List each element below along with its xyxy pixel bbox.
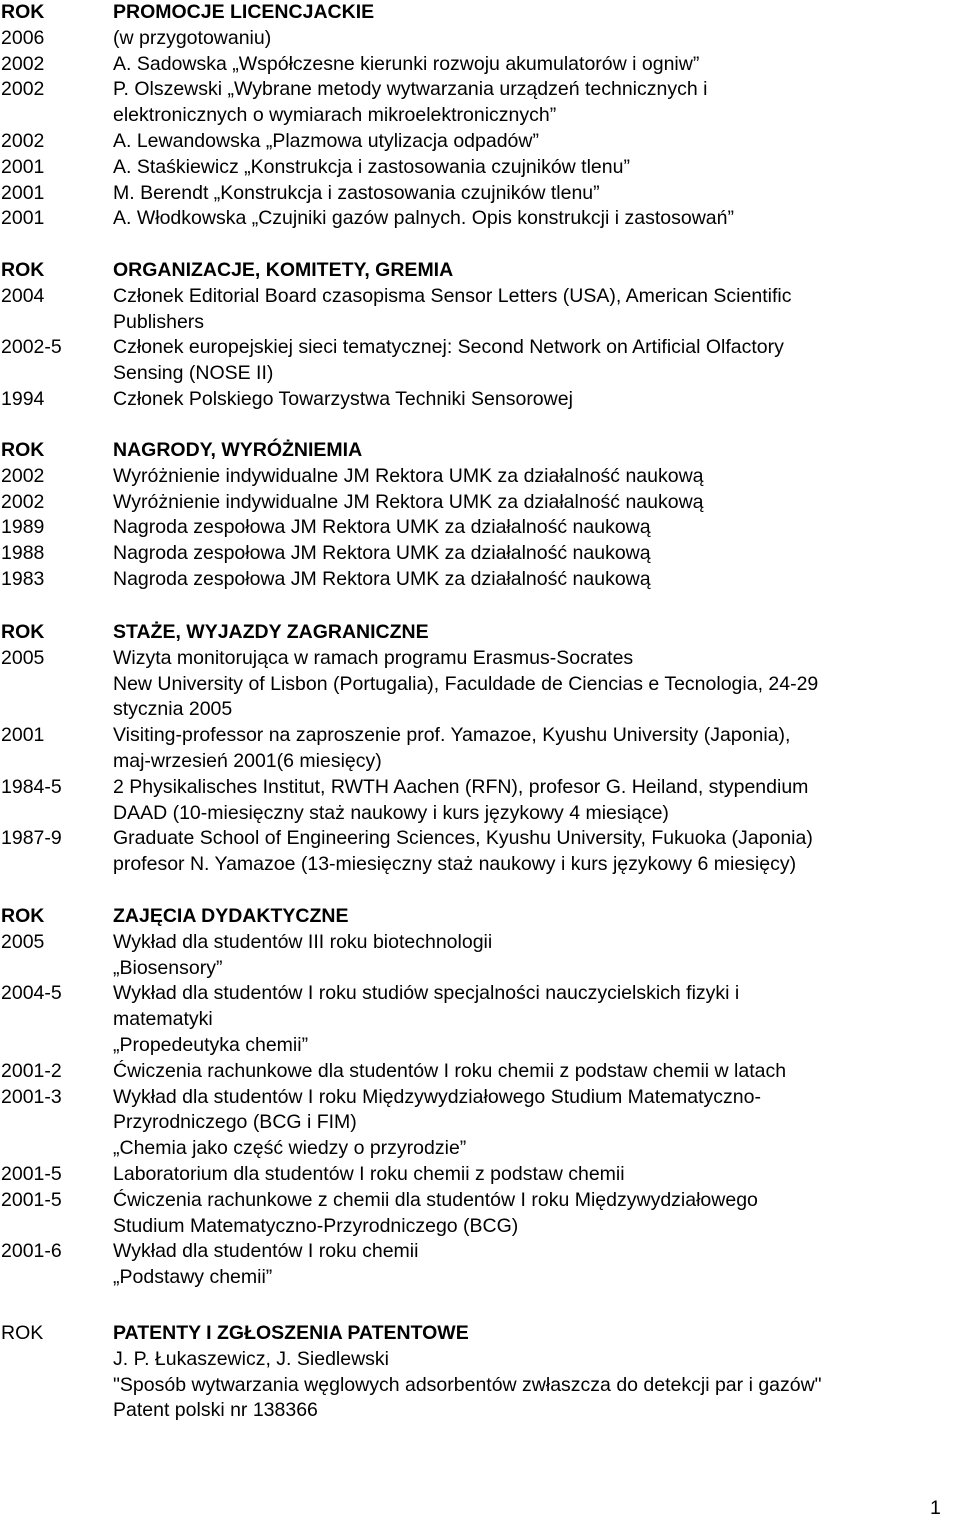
page-number: 1 [930,1497,941,1519]
section-promocje [0,0,960,232]
entry-text: Patent polski nr 138366 [113,1399,318,1422]
entry-text: "Sposób wytwarzania węglowych adsorbentów zwłaszcza do detekcji par i gazów" [113,1373,822,1396]
entry-year: 2002 [1,78,45,101]
entry-year: 1994 [1,387,45,410]
entry-continuation [0,801,960,827]
heading-year-label: ROK [1,1,45,23]
entry-row [0,26,960,52]
entry-text: DAAD (10-miesięczny staż naukowy i kurs językowy 4 miesiące) [113,801,669,824]
section-heading [0,620,960,646]
entry-text: Nagroda zespołowa JM Rektora UMK za działalność naukową [113,567,651,590]
entry-text: Wykład dla studentów I roku Międzywydziałowego Studium Matematyczno- [113,1085,761,1108]
entry-year: 2002 [1,464,45,487]
entry-row [0,1162,960,1188]
entry-row [0,181,960,207]
heading-title: STAŻE, WYJAZDY ZAGRANICZNE [113,621,429,643]
entry-row [0,206,960,232]
heading-title: ZAJĘCIA DYDAKTYCZNE [113,905,349,927]
entry-year: 2002 [1,490,45,513]
entry-row [0,387,960,413]
entry-text: Graduate School of Engineering Sciences, Kyushu University, Fukuoka (Japonia) [113,827,813,850]
entry-row [0,464,960,490]
entry-continuation [0,697,960,723]
entry-row [0,567,960,593]
entry-row [0,775,960,801]
entry-text: Członek europejskiej sieci tematycznej: Second Network on Artificial Olfactory [113,336,784,359]
entry-text: „Chemia jako część wiedzy o przyrodzie” [113,1137,467,1160]
entry-text: Visiting-professor na zaproszenie prof. Yamazoe, Kyushu University (Japonia), [113,724,791,747]
entry-year: 2001 [1,724,45,747]
entry-row [0,515,960,541]
heading-year-label: ROK [1,1322,44,1344]
section-heading [0,258,960,284]
section-heading [0,1321,960,1347]
entry-row [0,77,960,103]
entry-text: Wykład dla studentów I roku chemii [113,1240,419,1263]
entry-text: A. Lewandowska „Plazmowa utylizacja odpadów” [113,129,539,152]
entry-continuation [0,1373,960,1399]
entry-row [0,52,960,78]
entry-text: J. P. Łukaszewicz, J. Siedlewski [113,1347,389,1370]
entry-text: Wyróżnienie indywidualne JM Rektora UMK za działalność naukową [113,464,704,487]
entry-text: Członek Editorial Board czasopisma Sensor Letters (USA), American Scientific [113,284,792,307]
entry-year: 2002 [1,52,45,75]
heading-title: ORGANIZACJE, KOMITETY, GREMIA [113,259,454,281]
entry-text: Wykład dla studentów III roku biotechnologii [113,930,493,953]
entry-row [0,1347,960,1373]
entry-row [0,981,960,1007]
entry-row [0,1085,960,1111]
entry-text: Przyrodniczego (BCG i FIM) [113,1111,357,1134]
entry-year: 2005 [1,646,45,669]
entry-text: Nagroda zespołowa JM Rektora UMK za działalność naukową [113,542,651,565]
entry-continuation [0,1136,960,1162]
heading-year-label: ROK [1,259,45,281]
heading-year-label: ROK [1,621,45,643]
entry-text: elektronicznych o wymiarach mikroelektronicznych” [113,104,557,127]
section-organizacje [0,258,960,413]
entry-year: 1988 [1,542,45,565]
entry-row [0,1059,960,1085]
entry-continuation [0,1398,960,1424]
heading-year-label: ROK [1,905,45,927]
entry-text: Studium Matematyczno-Przyrodniczego (BCG) [113,1214,519,1237]
entry-continuation [0,1265,960,1291]
entry-row [0,1239,960,1265]
entry-row [0,335,960,361]
entry-year: 2004-5 [1,982,62,1005]
entry-year: 2001 [1,181,45,204]
entry-continuation [0,852,960,878]
section-zajecia [0,904,960,1291]
entry-year: 1989 [1,516,45,539]
entry-continuation [0,103,960,129]
entry-year: 2001-3 [1,1085,62,1108]
entry-text: „Biosensory” [113,956,223,979]
entry-row [0,155,960,181]
entry-text: Nagroda zespołowa JM Rektora UMK za działalność naukową [113,516,651,539]
entry-year: 2006 [1,26,45,49]
entry-year: 2001-2 [1,1059,62,1082]
entry-row [0,541,960,567]
entry-text: Ćwiczenia rachunkowe z chemii dla studentów I roku Międzywydziałowego [113,1188,758,1211]
entry-text: Publishers [113,310,205,333]
entry-year: 2001 [1,207,45,230]
entry-text: Członek Polskiego Towarzystwa Techniki Sensorowej [113,387,573,410]
entry-continuation [0,956,960,982]
entry-text: profesor N. Yamazoe (13-miesięczny staż naukowy i kurs językowy 6 miesięcy) [113,853,797,876]
heading-title: PROMOCJE LICENCJACKIE [113,1,375,23]
entry-continuation [0,1214,960,1240]
entry-year: 2001-5 [1,1188,62,1211]
entry-year: 2001 [1,155,45,178]
entry-year: 1983 [1,567,45,590]
section-heading [0,904,960,930]
entry-text: (w przygotowaniu) [113,26,272,49]
entry-row [0,930,960,956]
entry-text: Sensing (NOSE II) [113,362,274,385]
entry-text: A. Staśkiewicz „Konstrukcja i zastosowania czujników tlenu” [113,155,630,178]
heading-title: NAGRODY, WYRÓŻNIEMIA [113,439,363,461]
entry-year: 2002 [1,129,45,152]
entry-continuation [0,361,960,387]
entry-year: 2001-6 [1,1240,62,1263]
entry-year: 2004 [1,284,45,307]
entry-continuation [0,310,960,336]
section-nagrody [0,438,960,593]
entry-text: P. Olszewski „Wybrane metody wytwarzania urządzeń technicznych i [113,78,708,101]
entry-year: 1987-9 [1,827,62,850]
entry-text: Laboratorium dla studentów I roku chemii z podstaw chemii [113,1162,625,1185]
heading-title: PATENTY I ZGŁOSZENIA PATENTOWE [113,1322,469,1344]
entry-text: 2 Physikalisches Institut, RWTH Aachen (RFN), profesor G. Heiland, stypendium [113,775,809,798]
entry-text: matematyki [113,1008,213,1031]
entry-row [0,646,960,672]
entry-continuation [0,1110,960,1136]
entry-row [0,826,960,852]
entry-text: Wyróżnienie indywidualne JM Rektora UMK za działalność naukową [113,490,704,513]
entry-year: 2005 [1,930,45,953]
entry-year: 2002-5 [1,336,62,359]
entry-text: „Podstawy chemii” [113,1266,273,1289]
section-heading [0,0,960,26]
entry-year: 1984-5 [1,775,62,798]
entry-text: Wykład dla studentów I roku studiów specjalności nauczycielskich fizyki i [113,982,740,1005]
entry-row [0,723,960,749]
entry-continuation [0,1007,960,1033]
entry-text: Wizyta monitorująca w ramach programu Erasmus-Socrates [113,646,634,669]
entry-row [0,490,960,516]
entry-text: Ćwiczenia rachunkowe dla studentów I roku chemii z podstaw chemii w latach [113,1059,787,1082]
section-staze [0,620,960,878]
heading-year-label: ROK [1,439,45,461]
entry-row [0,284,960,310]
entry-row [0,1188,960,1214]
entry-continuation [0,672,960,698]
entry-text: A. Sadowska „Współczesne kierunki rozwoju akumulatorów i ogniw” [113,52,700,75]
entry-text: New University of Lisbon (Portugalia), Faculdade de Ciencias e Tecnologia, 24-29 [113,672,819,695]
section-heading [0,438,960,464]
entry-year: 2001-5 [1,1162,62,1185]
section-patenty [0,1321,960,1424]
entry-continuation [0,1033,960,1059]
entry-text: „Propedeutyka chemii” [113,1033,309,1056]
entry-text: M. Berendt „Konstrukcja i zastosowania czujników tlenu” [113,181,600,204]
entry-text: maj-wrzesień 2001(6 miesięcy) [113,749,382,772]
entry-row [0,129,960,155]
entry-text: A. Włodkowska „Czujniki gazów palnych. Opis konstrukcji i zastosowań” [113,207,734,230]
entry-text: stycznia 2005 [113,698,233,721]
entry-continuation [0,749,960,775]
